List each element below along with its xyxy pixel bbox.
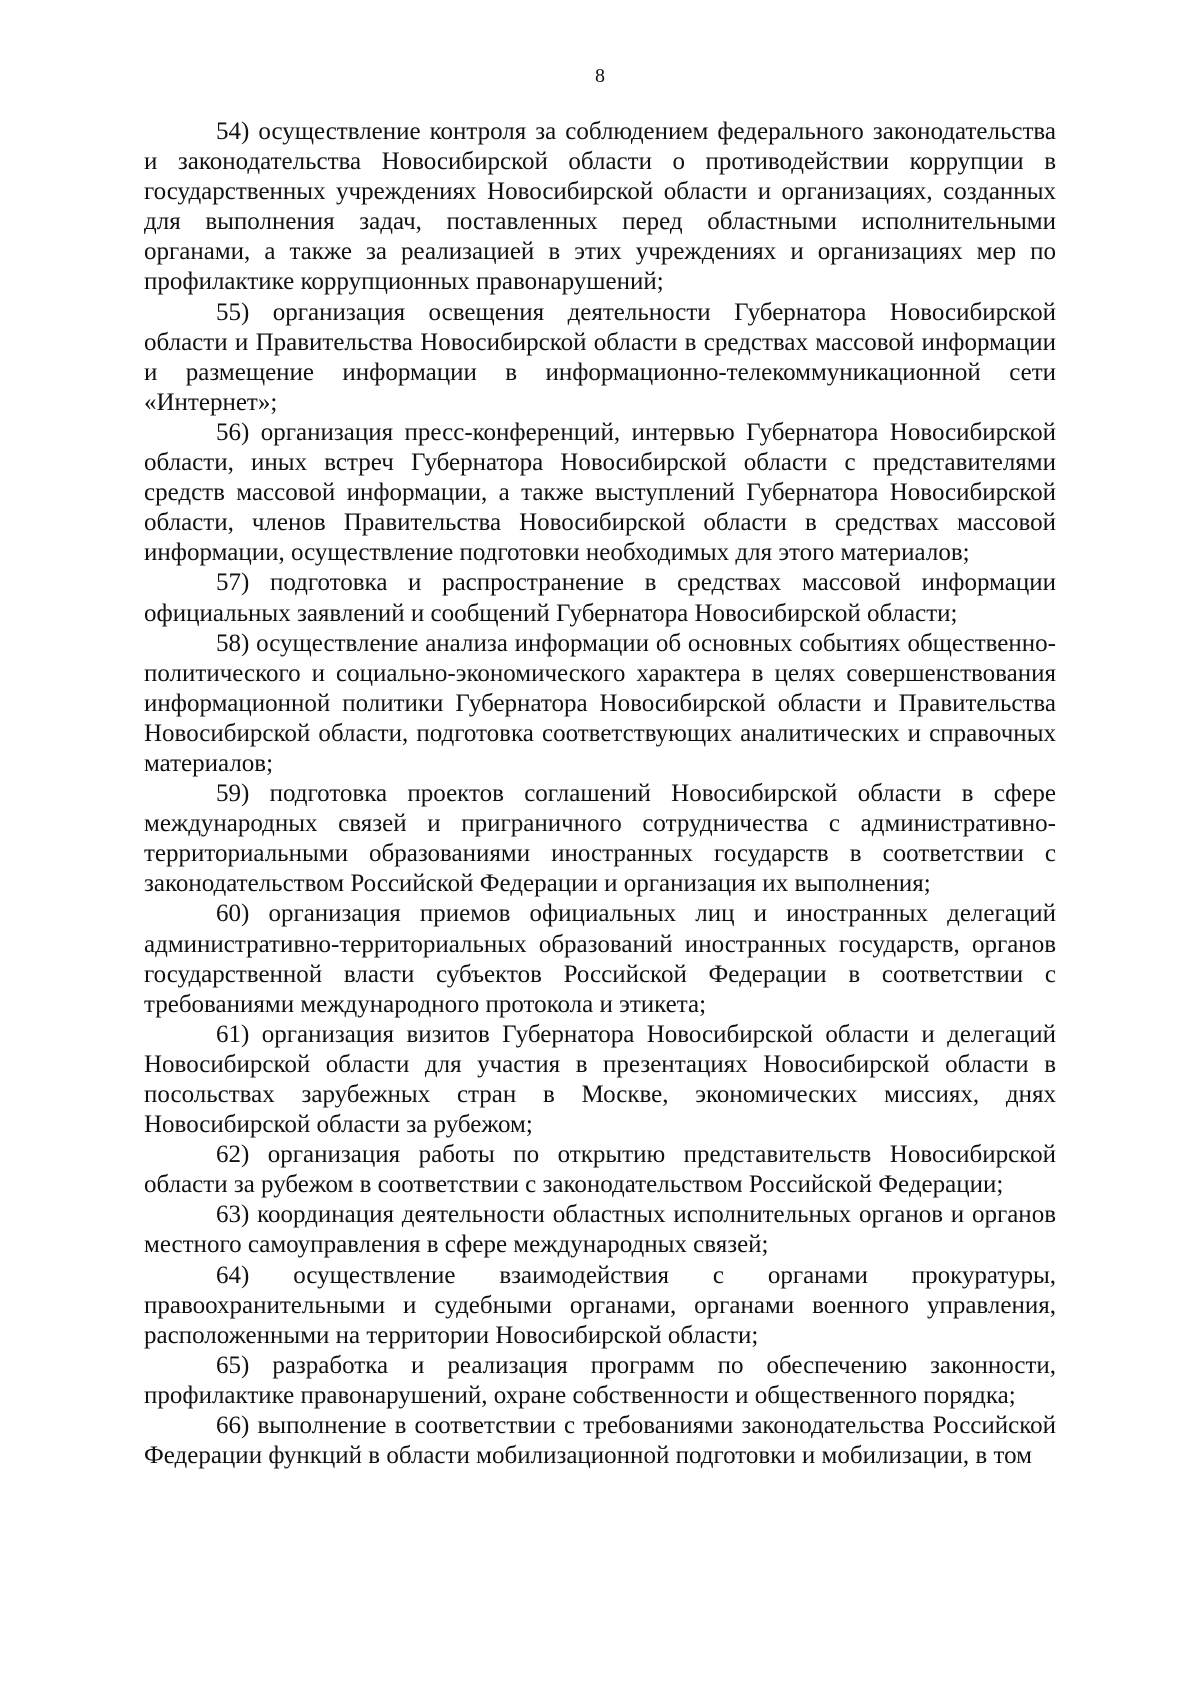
paragraph-54: 54) осуществление контроля за соблюдением федерального законодательства и законодательства Новосибирской области о противодействии коррупции в государственных учреждениях Новосибирской области и организациях, созданных для выполнения задач, поставленных перед областными исполнительными органами, а также за реализацией в этих учреждениях и организациях мер по профилактике коррупционных правонарушений; [144, 118, 1056, 296]
paragraph-66: 66) выполнение в соответствии с требованиями законодательства Российской Федерации функций в области мобилизационной подготовки и мобилизации, в том [144, 1412, 1056, 1470]
paragraph-61: 61) организация визитов Губернатора Новосибирской области и делегаций Новосибирской области для участия в презентациях Новосибирской области в посольствах зарубежных стран в Москве, экономических миссиях, днях Новосибирской области за рубежом; [144, 1020, 1056, 1139]
page-number: 8 [595, 65, 605, 87]
paragraph-55: 55) организация освещения деятельности Губернатора Новосибирской области и Правительства Новосибирской области в средствах массовой информации и размещение информации в информационно-телекоммуникационной сети «Интернет»; [144, 298, 1056, 416]
paragraph-57: 57) подготовка и распространение в средствах массовой информации официальных заявлений и сообщений Губернатора Новосибирской области; [144, 569, 1056, 627]
document-body [144, 117, 1056, 1471]
paragraph-60: 60) организация приемов официальных лиц и иностранных делегаций административно-территориальных образований иностранных государств, органов государственной власти субъектов Российской Федерации в соответствии с требованиями международного протокола и этикета; [144, 900, 1056, 1018]
paragraph-63: 63) координация деятельности областных исполнительных органов и органов местного самоуправления в сфере международных связей; [144, 1201, 1056, 1259]
paragraph-65: 65) разработка и реализация программ по обеспечению законности, профилактике правонарушений, охране собственности и общественного порядка; [144, 1351, 1056, 1409]
paragraph-58: 58) осуществление анализа информации об основных событиях общественно-политического и социально-экономического характера в целях совершенствования информационной политики Губернатора Новосибирской области и Правительства Новосибирской области, подготовка соответствующих аналитических и справочных материалов; [144, 629, 1056, 777]
paragraph-56: 56) организация пресс-конференций, интервью Губернатора Новосибирской области, иных встреч Губернатора Новосибирской области с представителями средств массовой информации, а также выступлений Губернатора Новосибирской области, членов Правительства Новосибирской области в средствах массовой информации, осуществление подготовки необходимых для этого материалов; [144, 418, 1056, 567]
paragraph-62: 62) организация работы по открытию представительств Новосибирской области за рубежом в соответствии с законодательством Российской Федерации; [144, 1141, 1056, 1199]
paragraph-64: 64) осуществление взаимодействия с органами прокуратуры, правоохранительными и судебными органами, органами военного управления, расположенными на территории Новосибирской области; [144, 1261, 1056, 1349]
paragraph-59: 59) подготовка проектов соглашений Новосибирской области в сфере международных связей и приграничного сотрудничества с административно-территориальными образованиями иностранных государств в соответствии с законодательством Российской Федерации и организация их выполнения; [144, 780, 1056, 898]
